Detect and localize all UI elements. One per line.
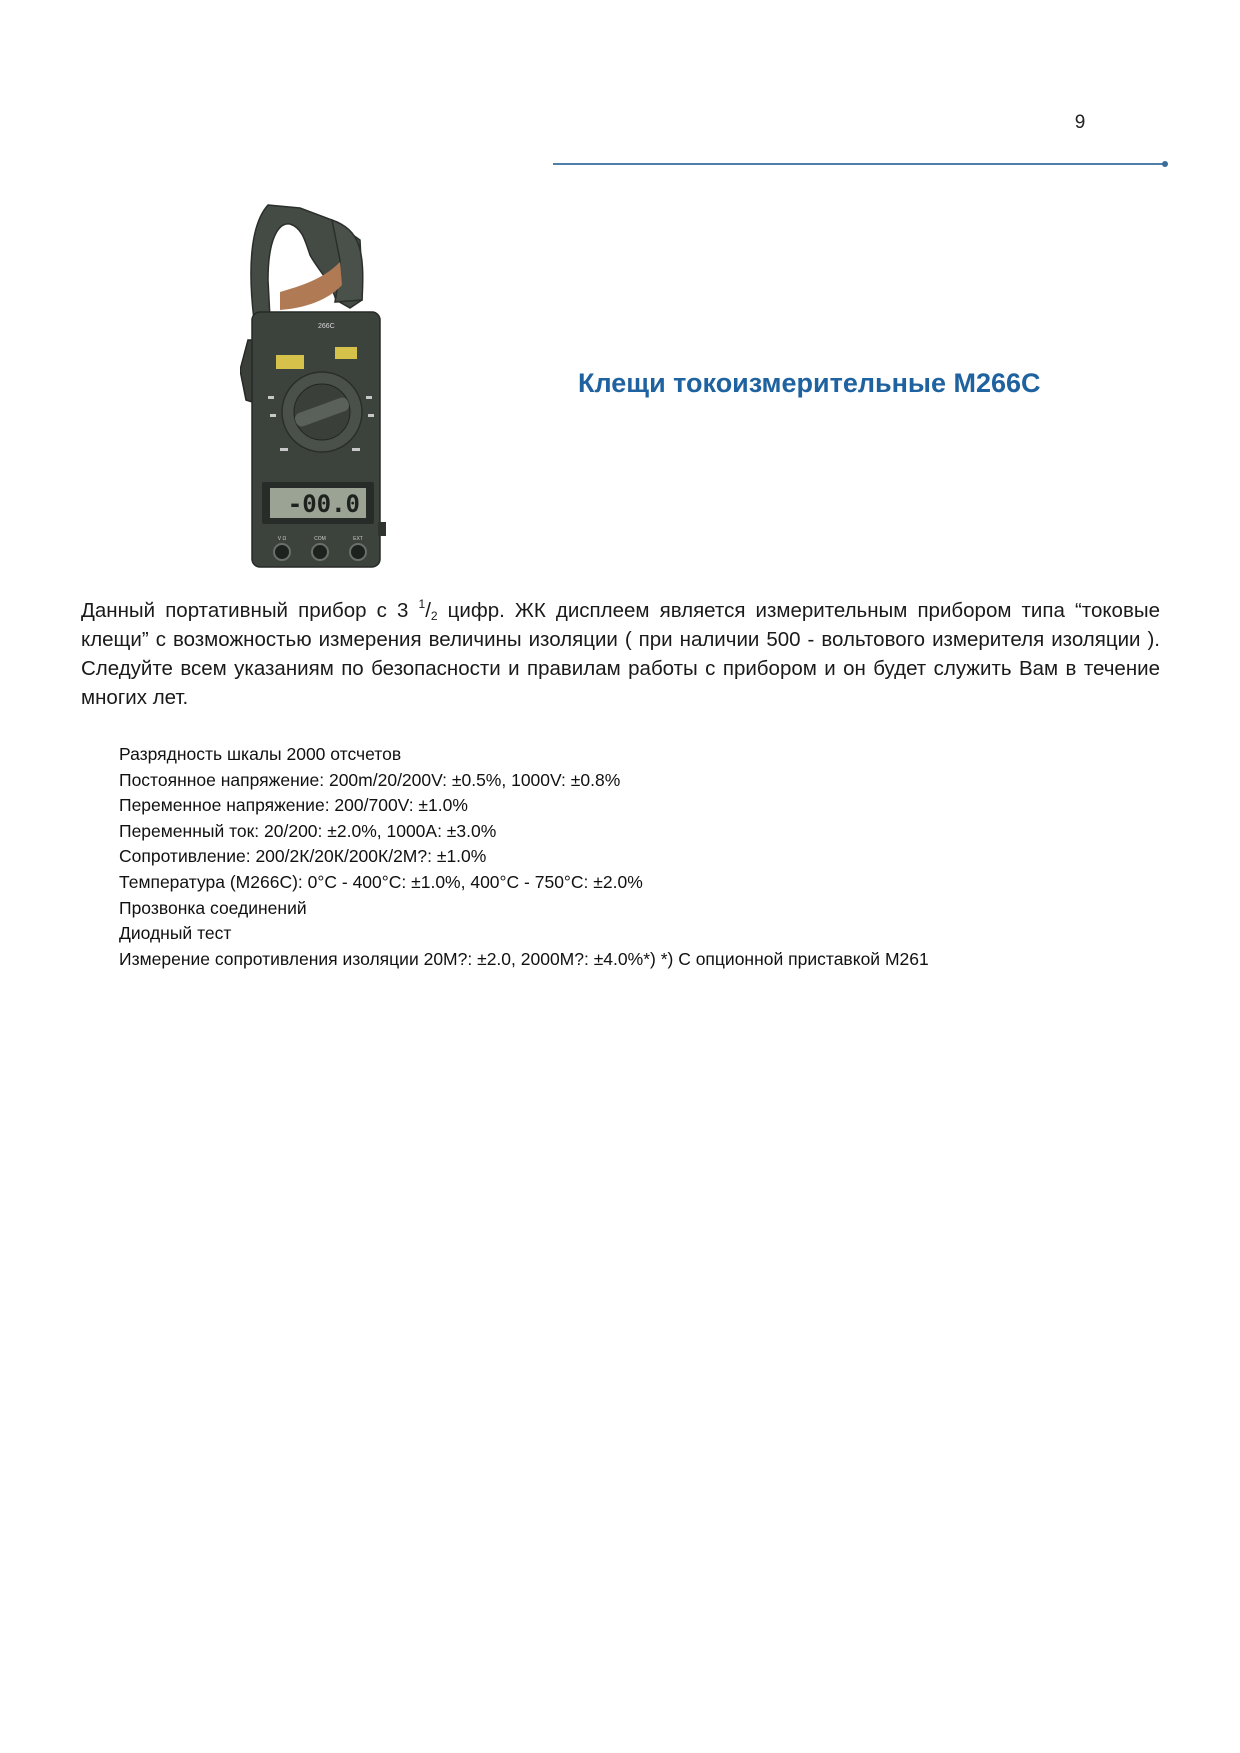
clamp-meter-image <box>240 200 410 570</box>
terminal-label-v: V Ω <box>277 536 287 542</box>
fraction-numerator: 1 <box>418 597 426 611</box>
clamp-meter-icon <box>240 200 410 570</box>
page-number: 9 <box>1074 112 1086 133</box>
terminal-label-ext: EXT <box>353 536 363 542</box>
intro-part2: цифр. ЖК дисплеем является измерительным прибором типа “токовые клещи” с возможностью измерения величины изоляции ( при наличии 500 - вольтового измерителя изоляции ). Следуйте всем указаниям по безопасности и правилам работы с прибором и он будет служить Вам в течение многих лет. <box>81 599 1160 709</box>
lcd-readout: -00.0 <box>287 490 360 518</box>
spec-item: Разрядность шкалы 2000 отсчетов <box>119 744 402 764</box>
terminal-label-com: COM <box>314 536 326 542</box>
fraction-slash: / <box>425 599 431 622</box>
spec-item: Измерение сопротивления изоляции 20М?: ±2.0, 2000М?: ±4.0%*) *) С опционной приставкой М261 <box>119 948 929 969</box>
fraction-denominator: 2 <box>430 609 438 623</box>
spec-item: Сопротивление: 200/2К/20К/200К/2М?: ±1.0% <box>119 846 487 867</box>
spec-item: Переменный ток: 20/200: ±2.0%, 1000A: ±3.0% <box>119 820 497 841</box>
spec-item: Постоянное напряжение: 200m/20/200V: ±0.5%, 1000V: ±0.8% <box>119 769 621 790</box>
spec-item: Прозвонка соединений <box>119 897 307 918</box>
model-label: 266C <box>318 323 335 330</box>
intro-part1: Данный портативный прибор с 3 <box>81 599 419 622</box>
spec-item: Переменное напряжение: 200/700V: ±1.0% <box>119 795 468 816</box>
spec-item: Диодный тест <box>119 923 232 944</box>
spec-list <box>119 742 929 972</box>
spec-item: Температура (М266С): 0°C - 400°C: ±1.0%, 400°C - 750°C: ±2.0% <box>119 871 643 892</box>
intro-paragraph <box>81 596 1160 712</box>
header-rule <box>553 163 1166 165</box>
product-title: Клещи токоизмерительные М266С <box>578 368 1041 398</box>
